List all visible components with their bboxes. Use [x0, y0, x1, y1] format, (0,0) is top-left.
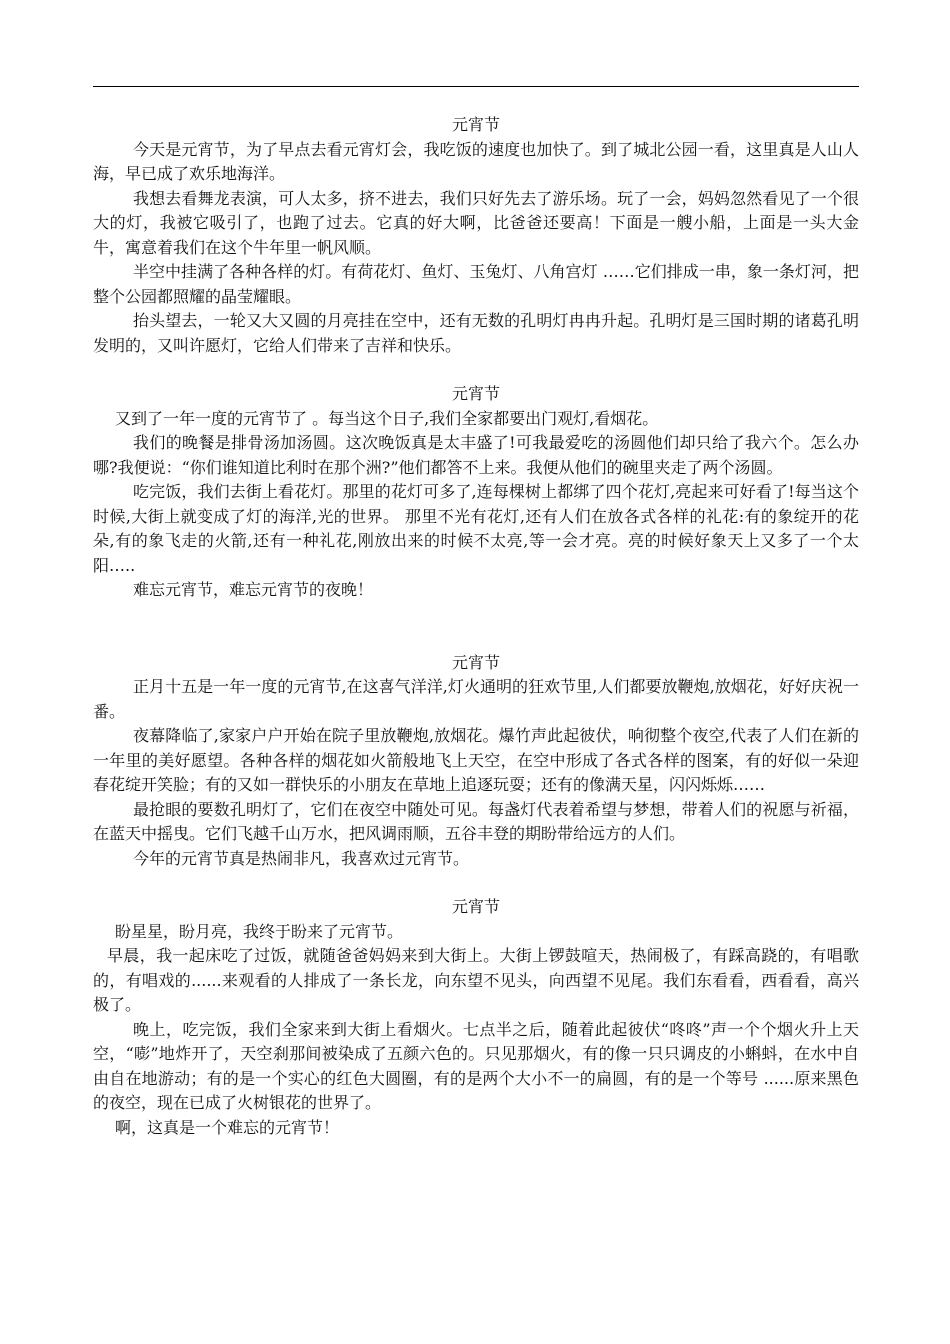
essay-title: 元宵节 — [451, 897, 500, 916]
paragraph: 今年的元宵节真是热闹非凡，我喜欢过元宵节。 — [133, 848, 470, 868]
paragraph: 抬头望去，一轮又大又圆的月亮挂在空中，还有无数的孔明灯冉冉升起。孔明灯是三国时期的诸葛孔明发明的，又叫许愿灯，它给人们带来了吉祥和快乐。 — [93, 311, 859, 355]
paragraph: 晚上，吃完饭，我们全家来到大街上看烟火。七点半之后，随着此起彼伏“咚咚”声一个个烟火升上天空，“嘭”地炸开了，天空刹那间被染成了五颜六色的。只见那烟火，有的像一只只调皮的小蝌蚪，在水中自由自在地游动；有的是一个实心的红色大圆圈，有的是两个大小不一的扁圆，有的是一个等号 ......原来黑色的夜空，现在已成了火树银花的世界了。 — [93, 1019, 859, 1112]
header-rule — [93, 86, 859, 87]
paragraph: 半空中挂满了各种各样的灯。有荷花灯、鱼灯、玉兔灯、八角宫灯 ……它们排成一串，象一条灯河，把整个公园都照耀的晶莹耀眼。 — [93, 262, 859, 306]
paragraph: 最抢眼的要数孔明灯了，它们在夜空中随处可见。每盏灯代表着希望与梦想，带着人们的祝愿与祈福，在蓝天中摇曳。它们飞越千山万水，把风调雨顺，五谷丰登的期盼带给远方的人们。 — [93, 799, 859, 843]
paragraph: 又到了一年一度的元宵节了 。每当这个日子,我们全家都要出门观灯,看烟花。 — [115, 408, 659, 428]
spacer — [93, 358, 859, 382]
paragraph: 夜幕降临了,家家户户开始在院子里放鞭炮,放烟花。爆竹声此起彼伏，响彻整个夜空,代表了人们在新的一年里的美好愿望。各种各样的烟花如火箭般地飞上天空，在空中形成了各式各样的图案，有的好似一朵迎春花绽开笑脸；有的又如一群快乐的小朋友在草地上追逐玩耍；还有的像满天星，闪闪烁烁…… — [93, 726, 859, 794]
essay-title: 元宵节 — [451, 652, 500, 672]
paragraph: 我想去看舞龙表演，可人太多，挤不进去，我们只好先去了游乐场。玩了一会，妈妈忽然看见了一个很大的灯，我被它吸引了，也跑了过去。它真的好大啊，比爸爸还要高！下面是一艘小船，上面是一头大金牛，寓意着我们在这个牛年里一帆风顺。 — [93, 188, 859, 257]
paragraph: 我们的晚餐是排骨汤加汤圆。这次晚饭真是太丰盛了!可我最爱吃的汤圆他们却只给了我六个。怎么办哪?我便说：“你们谁知道比利时在那个洲?”他们都答不上来。我便从他们的碗里夹走了两个汤圆。 — [93, 433, 859, 477]
essay-title: 元宵节 — [451, 115, 500, 134]
essay-title: 元宵节 — [451, 384, 500, 403]
document-body — [93, 113, 859, 1140]
essay-1 — [93, 113, 859, 358]
paragraph: 正月十五是一年一度的元宵节,在这喜气洋洋,灯火通明的狂欢节里,人们都要放鞭炮,放烟花，好好庆祝一番。 — [93, 677, 859, 721]
essay-2 — [93, 382, 859, 603]
spacer — [93, 603, 859, 651]
paragraph: 啊，这真是一个难忘的元宵节！ — [115, 1117, 340, 1137]
paragraph: 早晨，我一起床吃了过饭，就随爸爸妈妈来到大街上。大街上锣鼓喧天，热闹极了，有踩高跷的，有唱歌的，有唱戏的......来观看的人排成了一条长龙，向东望不见头，向西望不见尾。我们东看看，西看看，高兴极了。 — [93, 946, 859, 1014]
paragraph: 难忘元宵节，难忘元宵节的夜晚！ — [133, 580, 374, 599]
paragraph: 盼星星，盼月亮，我终于盼来了元宵节。 — [115, 921, 404, 941]
essay-4 — [93, 895, 859, 1140]
spacer — [93, 871, 859, 895]
paragraph: 今天是元宵节，为了早点去看元宵灯会，我吃饭的速度也加快了。到了城北公园一看，这里真是人山人海，早已成了欢乐地海洋。 — [93, 139, 859, 183]
essay-3 — [93, 651, 859, 872]
paragraph: 吃完饭，我们去街上看花灯。那里的花灯可多了,连每棵树上都绑了四个花灯,亮起来可好看了!每当这个时候,大街上就变成了灯的海洋,光的世界。 那里不光有花灯,还有人们在放各式各样的礼花:有的象绽开的花朵,有的象飞走的火箭,还有一种礼花,刚放出来的时候不太亮,等一会才亮。亮的时候好象天上又多了一个太阳….. — [93, 482, 859, 575]
